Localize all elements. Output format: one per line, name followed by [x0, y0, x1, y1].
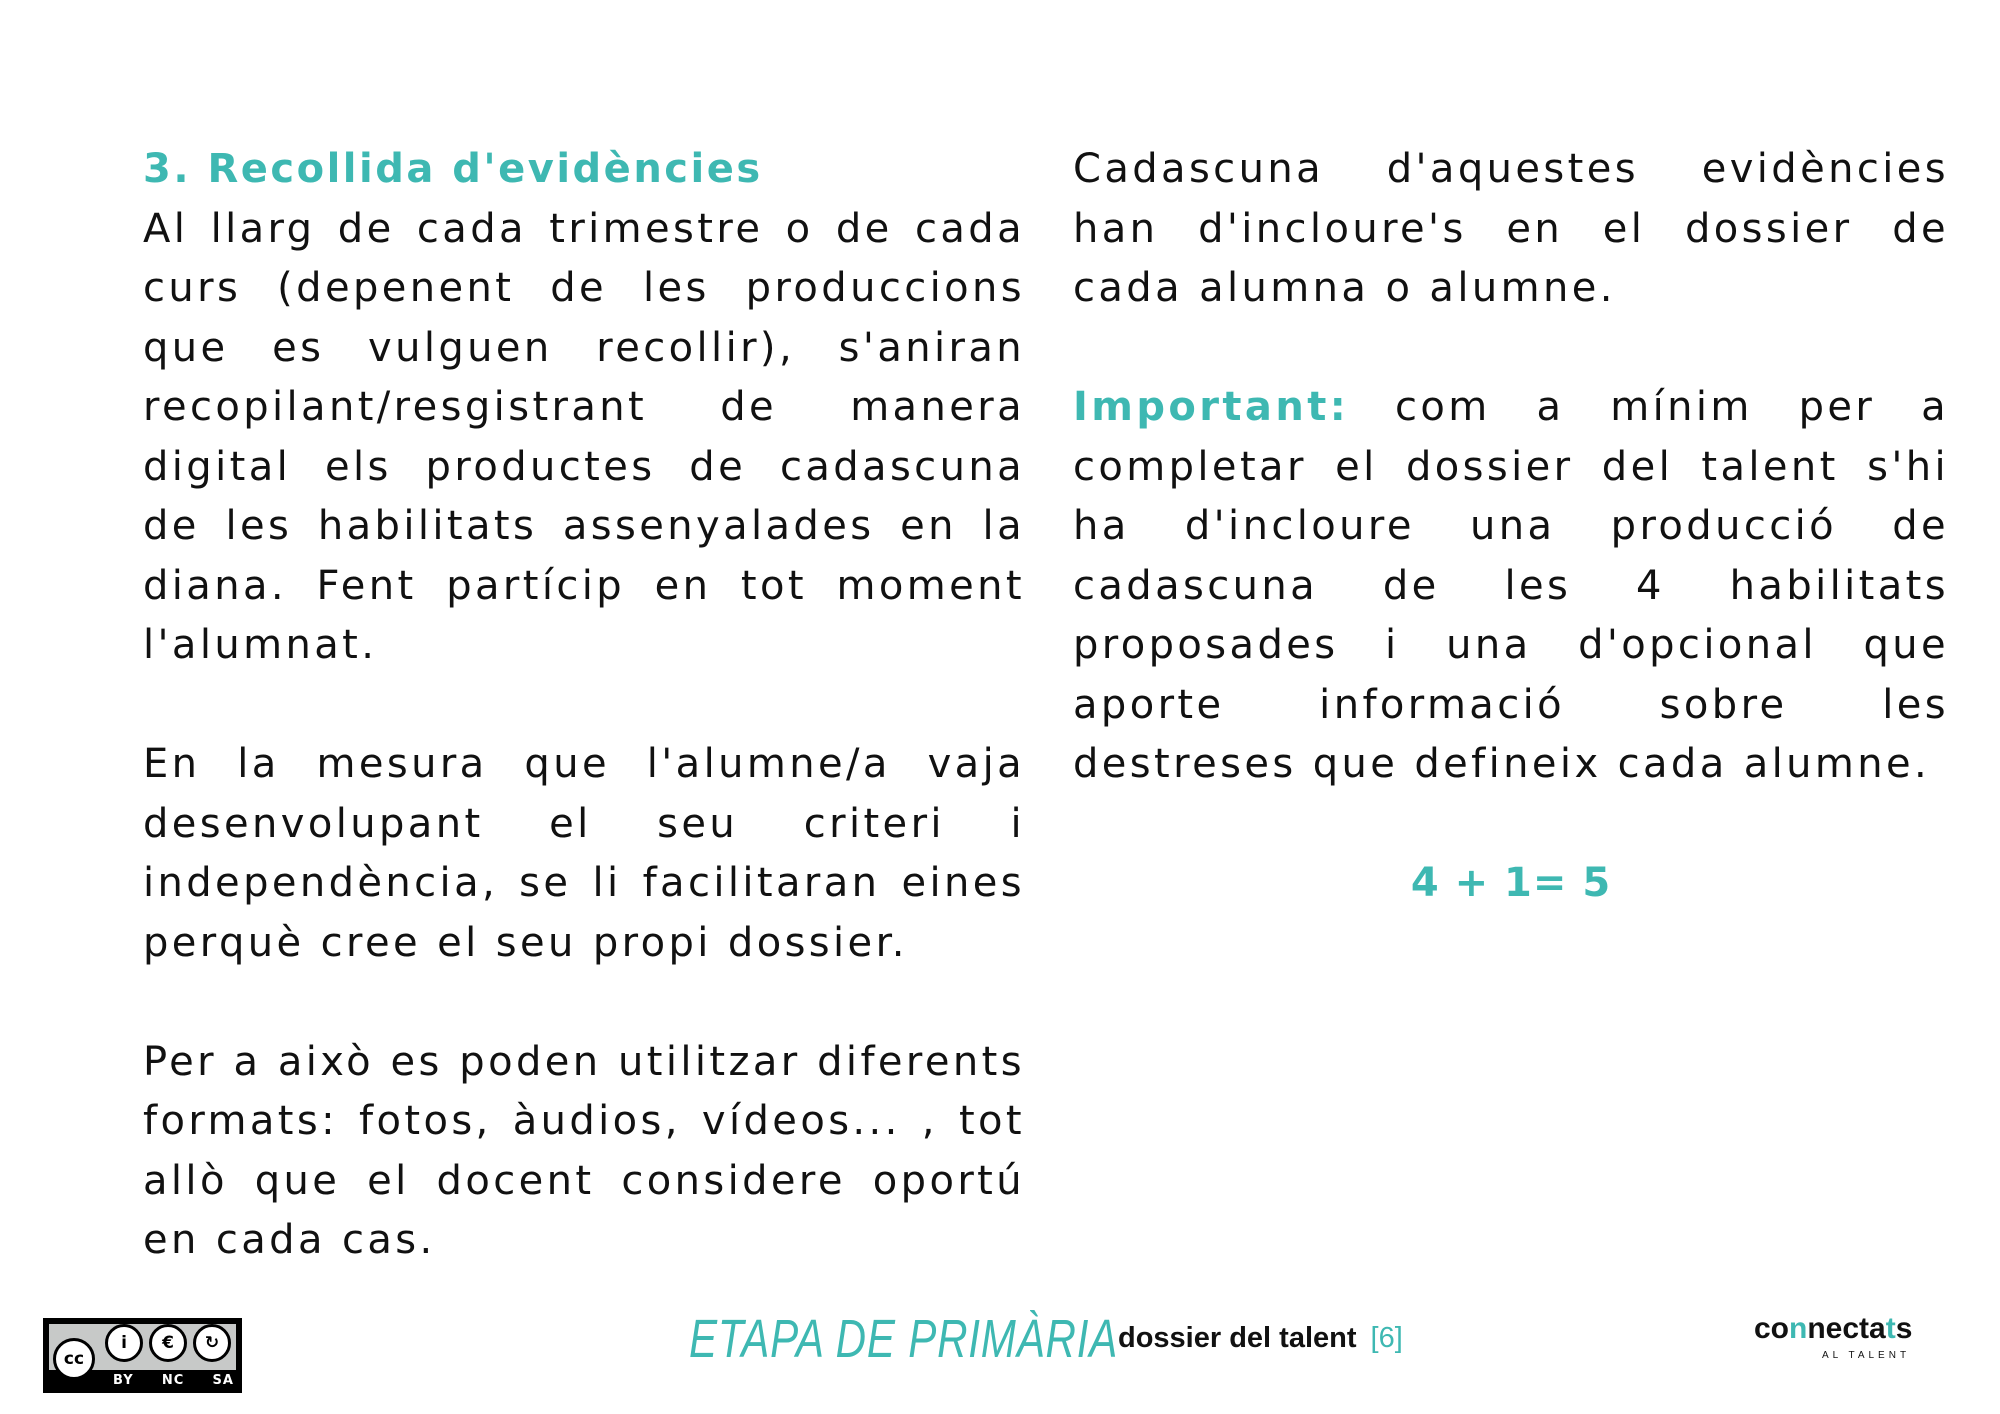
paragraph-collection: Al llarg de cada trimestre o de cada curs (depenent de les produccions que es vulguen recollir), s'aniran recopilant/resgistrant de manera digital els productes de cadascuna de les habilitats assenyalades en la diana. Fent partícip en tot moment l'alumnat. — [143, 205, 1025, 668]
page-number: [6] — [1370, 1322, 1403, 1354]
formula: 4 + 1= 5 — [1410, 860, 1612, 906]
section-heading: 3. Recollida d'evidències — [143, 146, 763, 192]
license-labels — [113, 1373, 234, 1388]
cc-icon: cc — [53, 1338, 95, 1380]
important-text: com a mínim per a completar el dossier del talent s'hi ha d'incloure una producció de cadascuna de les 4 habilitats proposades i una d'opcional que aporte informació sobre les destreses que defineix cada alumne. — [1073, 384, 1949, 787]
document-title-text: dossier del talent — [1118, 1322, 1357, 1354]
logo-part-t: t — [1885, 1312, 1896, 1345]
sharealike-icon: ↻ — [193, 1324, 231, 1362]
logo-part-co: co — [1754, 1312, 1790, 1345]
paragraph-evidences: Cadascuna d'aquestes evidències han d'incloure's en el dossier de cada alumna o alumne. — [1073, 146, 1949, 311]
important-label: Important: — [1073, 384, 1350, 430]
logo-wordmark — [1754, 1312, 1912, 1346]
logo-part-s: s — [1895, 1312, 1913, 1345]
right-column — [1073, 140, 1949, 973]
noncommercial-icon: € — [149, 1324, 187, 1362]
attribution-icon: i — [105, 1324, 143, 1362]
license-label-sa: SA — [212, 1373, 234, 1388]
cc-license-badge[interactable] — [43, 1318, 242, 1393]
paragraph-important — [1073, 378, 1949, 795]
left-column — [143, 140, 1025, 1330]
paragraph-independence: En la mesura que l'alumne/a vaja desenvolupant el seu criteri i independència, se li facilitaran eines perquè cree el seu propi dossier. — [143, 741, 1025, 966]
paragraph-formats: Per a això es poden utilitzar diferents formats: fotos, àudios, vídeos... , tot allò que el docent considere oportú en cada cas. — [143, 1038, 1025, 1263]
license-label-by: BY — [113, 1373, 134, 1388]
connectats-logo — [1754, 1312, 1934, 1372]
document-title — [1118, 1322, 1403, 1355]
logo-part-necta: necta — [1807, 1312, 1886, 1345]
logo-part-n: n — [1789, 1312, 1808, 1345]
license-label-nc: NC — [161, 1373, 185, 1388]
stage-title: ETAPA DE PRIMÀRIA — [689, 1309, 1119, 1369]
logo-subtitle: AL TALENT — [1822, 1350, 1911, 1361]
